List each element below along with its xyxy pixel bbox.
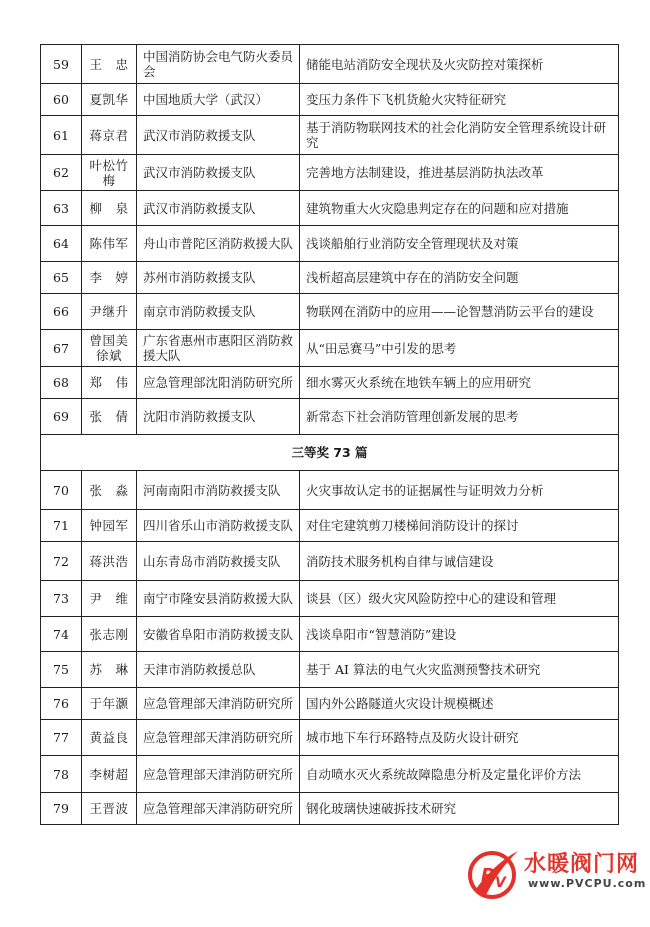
watermark-title: 水暖阀门网 [524,852,640,877]
row-number: 69 [41,399,82,435]
author-name: 尹继升 [82,294,137,330]
author-name: 蒋洪浩 [82,542,137,581]
table-row [41,84,619,116]
author-name: 于年灏 [82,688,137,720]
paper-title: 完善地方法制建设，推进基层消防执法改革 [300,155,619,191]
author-name: 王晋波 [82,793,137,825]
author-name: 黄益良 [82,720,137,756]
table-row [41,688,619,720]
author-unit: 河南南阳市消防救援支队 [137,471,300,510]
paper-title: 建筑物重大火灾隐患判定存在的问题和应对措施 [300,191,619,226]
svg-text:V: V [495,875,506,891]
row-number: 71 [41,510,82,542]
author-name: 张 倩 [82,399,137,435]
table-row [41,45,619,84]
author-unit: 山东青岛市消防救援支队 [137,542,300,581]
paper-title: 变压力条件下飞机货舱火灾特征研究 [300,84,619,116]
author-unit: 南宁市隆安县消防救援大队 [137,581,300,617]
author-unit: 应急管理部沈阳消防研究所 [137,367,300,399]
paper-title: 新常态下社会消防管理创新发展的思考 [300,399,619,435]
author-name: 夏凯华 [82,84,137,116]
author-name: 叶松竹梅 [82,155,137,191]
table-body-bottom [41,471,619,825]
row-number: 68 [41,367,82,399]
paper-title: 火灾事故认定书的证据属性与证明效力分析 [300,471,619,510]
row-number: 75 [41,652,82,688]
author-name: 陈伟军 [82,226,137,262]
author-unit: 应急管理部天津消防研究所 [137,688,300,720]
row-number: 65 [41,262,82,294]
row-number: 61 [41,116,82,155]
row-number: 60 [41,84,82,116]
author-unit: 应急管理部天津消防研究所 [137,720,300,756]
author-name: 曾国美 徐斌 [82,330,137,367]
row-number: 74 [41,617,82,652]
table-row [41,262,619,294]
table-row [41,720,619,756]
table-row [41,226,619,262]
author-name: 李 婷 [82,262,137,294]
paper-title: 浅谈船舶行业消防安全管理现状及对策 [300,226,619,262]
author-unit: 武汉市消防救援支队 [137,116,300,155]
author-name: 钟园军 [82,510,137,542]
author-unit: 武汉市消防救援支队 [137,155,300,191]
author-unit: 应急管理部天津消防研究所 [137,756,300,793]
row-number: 62 [41,155,82,191]
watermark-url: www.PVCPU.com [528,877,647,890]
author-name: 尹 维 [82,581,137,617]
table-body-top [41,45,619,435]
paper-title: 浅谈阜阳市“智慧消防”建设 [300,617,619,652]
paper-title: 国内外公路隧道火灾设计规模概述 [300,688,619,720]
table-row [41,793,619,825]
table-row [41,617,619,652]
row-number: 79 [41,793,82,825]
paper-title: 钢化玻璃快速破拆技术研究 [300,793,619,825]
author-name: 张 淼 [82,471,137,510]
paper-title: 基于消防物联网技术的社会化消防安全管理系统设计研究 [300,116,619,155]
row-number: 63 [41,191,82,226]
row-number: 78 [41,756,82,793]
author-unit: 安徽省阜阳市消防救援支队 [137,617,300,652]
paper-title: 城市地下车行环路特点及防火设计研究 [300,720,619,756]
paper-title: 物联网在消防中的应用——论智慧消防云平台的建设 [300,294,619,330]
author-unit: 中国消防协会电气防火委员会 [137,45,300,84]
author-unit: 苏州市消防救援支队 [137,262,300,294]
author-unit: 四川省乐山市消防救援支队 [137,510,300,542]
table-row [41,399,619,435]
table-row [41,330,619,367]
author-unit: 舟山市普陀区消防救援大队 [137,226,300,262]
paper-title: 谈县（区）级火灾风险防控中心的建设和管理 [300,581,619,617]
table-row [41,581,619,617]
row-number: 73 [41,581,82,617]
row-number: 72 [41,542,82,581]
paper-title: 浅析超高层建筑中存在的消防安全问题 [300,262,619,294]
author-unit: 南京市消防救援支队 [137,294,300,330]
table-row [41,294,619,330]
paper-title: 细水雾灭火系统在地铁车辆上的应用研究 [300,367,619,399]
author-name: 郑 伟 [82,367,137,399]
author-name: 张志刚 [82,617,137,652]
paper-title: 从“田忌赛马”中引发的思考 [300,330,619,367]
author-unit: 应急管理部天津消防研究所 [137,793,300,825]
row-number: 59 [41,45,82,84]
pv-logo-icon [466,845,522,901]
author-name: 蒋京君 [82,116,137,155]
table-row [41,510,619,542]
row-number: 64 [41,226,82,262]
author-name: 李树超 [82,756,137,793]
table-row [41,542,619,581]
paper-title: 消防技术服务机构自律与诚信建设 [300,542,619,581]
table-row [41,367,619,399]
row-number: 70 [41,471,82,510]
paper-title: 基于 AI 算法的电气火灾监测预警技术研究 [300,652,619,688]
table-row [41,191,619,226]
author-unit: 广东省惠州市惠阳区消防救援大队 [137,330,300,367]
row-number: 76 [41,688,82,720]
author-unit: 沈阳市消防救援支队 [137,399,300,435]
section-heading-row [41,435,619,471]
row-number: 77 [41,720,82,756]
author-unit: 武汉市消防救援支队 [137,191,300,226]
row-number: 67 [41,330,82,367]
table-row [41,652,619,688]
table-row [41,756,619,793]
author-unit: 天津市消防救援总队 [137,652,300,688]
awards-table [40,44,619,825]
paper-title: 自动喷水灭火系统故障隐患分析及定量化评价方法 [300,756,619,793]
watermark [466,843,647,905]
author-name: 柳 泉 [82,191,137,226]
table-row [41,471,619,510]
paper-title: 对住宅建筑剪刀楼梯间消防设计的探讨 [300,510,619,542]
author-name: 王 忠 [82,45,137,84]
table-row [41,155,619,191]
paper-title: 储能电站消防安全现状及火灾防控对策探析 [300,45,619,84]
table-row [41,116,619,155]
author-name: 苏 琳 [82,652,137,688]
row-number: 66 [41,294,82,330]
svg-text:P: P [481,865,495,886]
section-heading: 三等奖 73 篇 [41,435,619,471]
author-unit: 中国地质大学（武汉） [137,84,300,116]
